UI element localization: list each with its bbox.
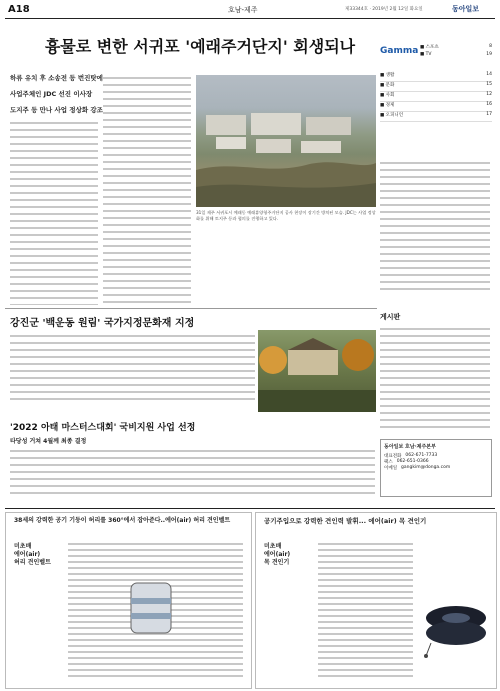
- sidebar-item[interactable]: ■ 스포츠 8: [420, 44, 492, 50]
- contact-row: 대표전화 062-671-7733: [384, 453, 438, 459]
- ad-left-headline: 38세의 강력한 공기 기둥이 허리를 360°에서 잡아준다..에어(air) 허리 견인벨트: [14, 517, 231, 524]
- article3-headline: '2022 아태 마스터스대회' 국비지원 사업 선정: [10, 423, 196, 433]
- main-headline: 흉물로 변한 서귀포 '예래주거단지' 회생되나: [44, 37, 356, 56]
- sidebar-logo: Gamma: [380, 46, 419, 56]
- paper-logo: 동아일보: [452, 5, 480, 13]
- sidebar-item[interactable]: ■ 사회 12: [380, 92, 492, 102]
- ad-right-body: [318, 541, 413, 681]
- ad-right-product-image: [421, 598, 491, 658]
- sidebar-list: [420, 44, 492, 60]
- main-photo-caption: 31일 제주 서귀포시 예래동 예래휴양형주거단지 공사 현장이 장기간 방치된 모습. JDC는 사업 정상화를 위해 토지주 등과 협의를 진행하고 있다.: [196, 210, 376, 221]
- article2-body: [10, 333, 255, 405]
- ad-left-product-image: [126, 573, 176, 643]
- sidebar-item[interactable]: ■ 문화 15: [380, 82, 492, 92]
- main-body-col-2: [103, 75, 191, 305]
- notices: [380, 312, 492, 502]
- contact-box: [380, 439, 492, 497]
- ad-left: [5, 512, 252, 689]
- subhead-line-1: 하류 유치 후 소송전 등 번진탓에: [10, 74, 103, 82]
- contact-title: 동아일보 호남·제주본부: [384, 444, 436, 450]
- section-label: 호남-제주: [228, 6, 258, 14]
- sidebar: [380, 38, 495, 158]
- contact-row: 팩스 062-651-0366: [384, 459, 429, 465]
- main-photo: [196, 75, 376, 207]
- notices-title: 게시판: [380, 313, 401, 321]
- subhead-line-3: 도지주 등 만나 사업 정상화 강조: [10, 106, 103, 114]
- ad-right-headline: 공기주입으로 강력한 견인력 발휘... 에어(air) 목 견인기: [264, 517, 427, 525]
- sidebar-detail: [380, 72, 492, 122]
- sidebar-item[interactable]: ■ 생활 14: [380, 72, 492, 82]
- sidebar-item[interactable]: ■ 오피니언 17: [380, 112, 492, 122]
- divider-2: [5, 508, 495, 509]
- ad-left-brand: 미초배 에어(air) 허리 견인벨트: [14, 543, 51, 566]
- divider-1: [5, 308, 377, 309]
- notices-body: [380, 326, 490, 431]
- main-subhead: [10, 73, 105, 114]
- article2-headline: 강진군 '백운동 원림' 국가지정문화재 지정: [10, 318, 195, 329]
- subhead-line-2: 사업주체인 JDC 선진 이사장: [10, 90, 93, 98]
- issue-meta: 제33344호 · 2019년 2월 12일 화요일: [345, 7, 423, 12]
- contact-row: 이메일 gangkim@donga.com: [384, 465, 451, 471]
- masthead-rule: [5, 18, 495, 19]
- sidebar-item[interactable]: ■ 경제 16: [380, 102, 492, 112]
- main-body-col-1: [10, 120, 98, 305]
- article3-body: [10, 448, 375, 498]
- sidebar-item[interactable]: ■ TV 19: [420, 52, 492, 57]
- article2-photo: [258, 330, 376, 412]
- ad-right-brand: 미초배 에어(air) 목 견인기: [264, 543, 291, 566]
- right-body: [380, 160, 490, 290]
- article3-subhead: 타당성 거쳐 4월께 최종 결정: [10, 438, 87, 445]
- page-number: A18: [8, 4, 30, 15]
- ad-right: [255, 512, 497, 689]
